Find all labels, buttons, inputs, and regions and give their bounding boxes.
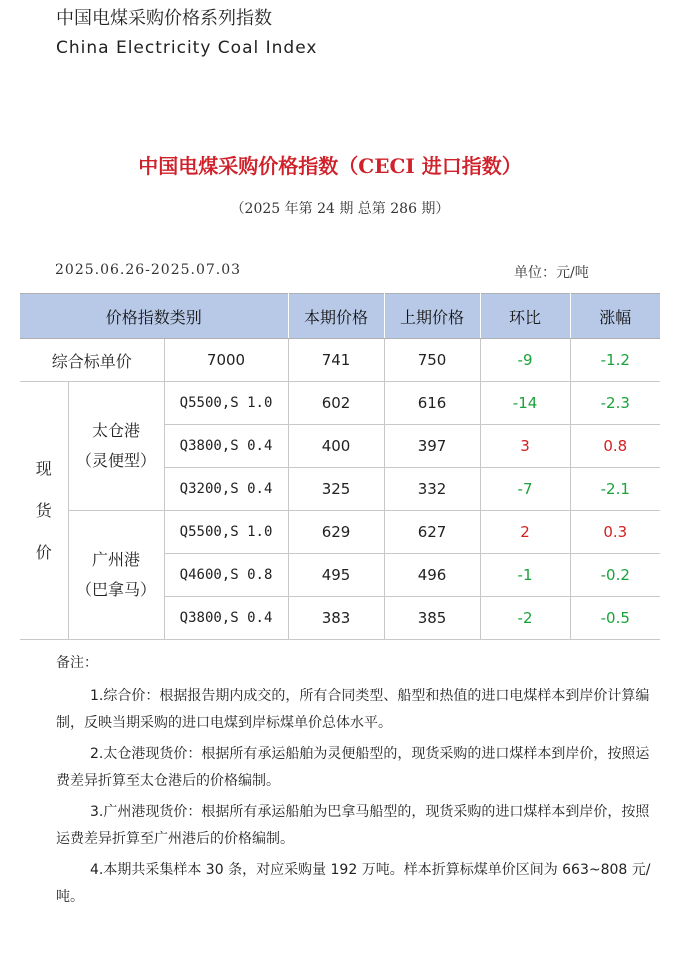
previous-price-cell: 616 xyxy=(384,382,480,425)
ship-type: （灵便型） xyxy=(75,451,156,470)
previous-price-cell: 627 xyxy=(384,511,480,554)
pct-cell: -2.3 xyxy=(570,382,660,425)
composite-previous: 750 xyxy=(384,339,480,382)
spec-cell: Q4600,S 0.8 xyxy=(164,554,288,597)
composite-pct: -1.2 xyxy=(570,339,660,382)
change-cell: 2 xyxy=(480,511,570,554)
notes-section xyxy=(56,650,656,915)
previous-price-cell: 397 xyxy=(384,425,480,468)
unit-label: 单位：元/吨 xyxy=(514,265,589,281)
table-row-composite xyxy=(20,339,660,382)
current-price-cell: 495 xyxy=(288,554,384,597)
change-cell: -14 xyxy=(480,382,570,425)
ship-type: （巴拿马） xyxy=(75,580,156,599)
spec-cell: Q5500,S 1.0 xyxy=(164,511,288,554)
pct-cell: -0.2 xyxy=(570,554,660,597)
spec-cell: Q3800,S 0.4 xyxy=(164,425,288,468)
table-header-row xyxy=(20,294,660,339)
spot-label-char: 现 xyxy=(35,458,52,478)
current-price-cell: 400 xyxy=(288,425,384,468)
spot-label-char: 价 xyxy=(35,542,52,562)
pct-cell: 0.3 xyxy=(570,511,660,554)
previous-price-cell: 332 xyxy=(384,468,480,511)
pct-cell: -2.1 xyxy=(570,468,660,511)
header-pct: 涨幅 xyxy=(570,294,660,339)
header-previous-price: 上期价格 xyxy=(384,294,480,339)
note-item: 3.广州港现货价：根据所有承运船舶为巴拿马船型的，现货采购的进口煤样本到岸价，按照运费差异折算至广州港后的价格编制。 xyxy=(56,804,650,847)
port-taicang xyxy=(68,382,164,511)
change-cell: 3 xyxy=(480,425,570,468)
spec-cell: Q3200,S 0.4 xyxy=(164,468,288,511)
spec-cell: Q3800,S 0.4 xyxy=(164,597,288,640)
price-index-table xyxy=(20,293,660,640)
current-price-cell: 383 xyxy=(288,597,384,640)
previous-price-cell: 496 xyxy=(384,554,480,597)
header-title-cn: 中国电煤采购价格系列指数 xyxy=(56,8,272,29)
pct-cell: 0.8 xyxy=(570,425,660,468)
header-current-price: 本期价格 xyxy=(288,294,384,339)
report-subtitle: （2025 年第 24 期 总第 286 期） xyxy=(230,201,450,217)
change-cell: -2 xyxy=(480,597,570,640)
report-title: 中国电煤采购价格指数（CECI 进口指数） xyxy=(138,154,522,178)
port-name: 广州港 xyxy=(91,550,140,569)
header-category: 价格指数类别 xyxy=(20,294,288,339)
port-guangzhou xyxy=(68,511,164,640)
table-row xyxy=(20,382,660,425)
note-item: 4.本期共采集样本 30 条，对应采购量 192 万吨。样本折算标煤单价区间为 663~808 元/吨。 xyxy=(56,862,651,905)
date-range: 2025.06.26-2025.07.03 xyxy=(55,262,242,278)
composite-current: 741 xyxy=(288,339,384,382)
change-cell: -1 xyxy=(480,554,570,597)
composite-spec: 7000 xyxy=(164,339,288,382)
composite-label: 综合标单价 xyxy=(20,339,164,382)
current-price-cell: 629 xyxy=(288,511,384,554)
table-row xyxy=(20,511,660,554)
previous-price-cell: 385 xyxy=(384,597,480,640)
note-item: 2.太仓港现货价：根据所有承运船舶为灵便船型的，现货采购的进口煤样本到岸价，按照运费差异折算至太仓港后的价格编制。 xyxy=(56,746,650,789)
pct-cell: -0.5 xyxy=(570,597,660,640)
spot-price-label xyxy=(20,382,68,640)
current-price-cell: 602 xyxy=(288,382,384,425)
spec-cell: Q5500,S 1.0 xyxy=(164,382,288,425)
change-cell: -7 xyxy=(480,468,570,511)
notes-label: 备注： xyxy=(56,655,98,671)
note-item: 1.综合价：根据报告期内成交的，所有合同类型、船型和热值的进口电煤样本到岸价计算编制，反映当期采购的进口电煤到岸标煤单价总体水平。 xyxy=(56,688,650,731)
header-title-en: China Electricity Coal Index xyxy=(56,38,318,58)
port-name: 太仓港 xyxy=(91,421,140,440)
current-price-cell: 325 xyxy=(288,468,384,511)
spot-label-char: 货 xyxy=(35,500,52,520)
composite-change: -9 xyxy=(480,339,570,382)
header-change: 环比 xyxy=(480,294,570,339)
